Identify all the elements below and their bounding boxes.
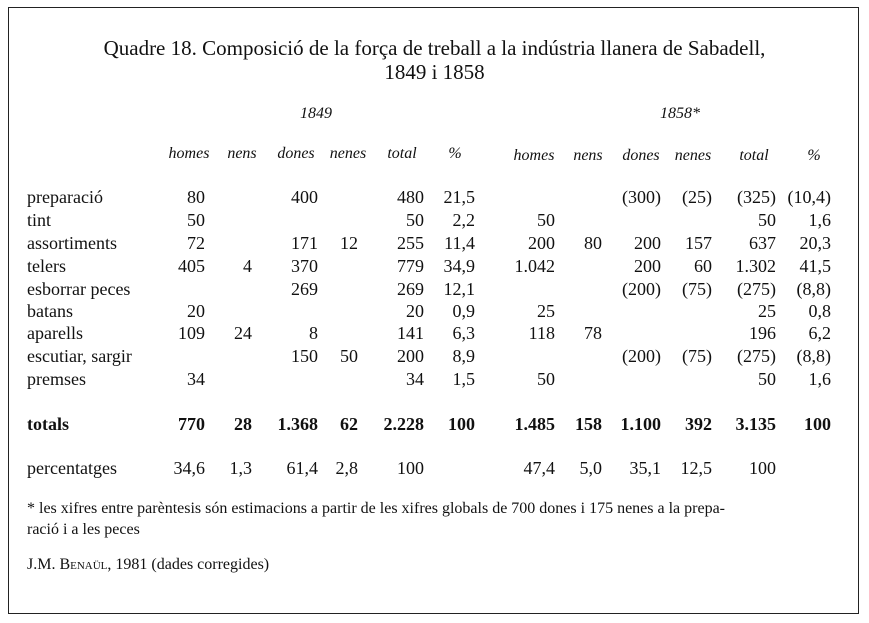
source-citation xyxy=(27,556,269,574)
totals-row-1858-cell-2: 1.100 xyxy=(620,414,661,434)
table-row-5-1858-cell-4: 25 xyxy=(758,301,776,321)
table-row-5-1858-cell-0: 25 xyxy=(537,301,555,321)
footnote-line-2: ració i a les peces xyxy=(27,521,140,538)
table-row-1-1858-cell-4: 50 xyxy=(758,210,776,230)
table-row-6-1858-cell-5: 6,2 xyxy=(808,323,831,343)
table-row-6-1849-cell-4: 141 xyxy=(397,323,424,343)
year-header-1849: 1849 xyxy=(300,105,332,122)
table-row-0-1858-cell-5: (10,4) xyxy=(787,187,831,207)
table-row-7-1849-cell-5: 8,9 xyxy=(452,346,475,366)
table-row-7-1849-cell-2: 150 xyxy=(291,346,318,366)
source-author: J.M. Benaül xyxy=(27,556,108,573)
totals-row-1858-cell-1: 158 xyxy=(575,414,602,434)
totals-row-1858-cell-3: 392 xyxy=(685,414,712,434)
percentatges-row-1858-cell-3: 12,5 xyxy=(680,458,712,478)
table-row-2-1849-cell-5: 11,4 xyxy=(444,233,475,253)
table-row-6-1849-cell-1: 24 xyxy=(234,323,252,343)
table-row-3-1858-cell-5: 41,5 xyxy=(799,256,831,276)
totals-row-label: totals xyxy=(27,414,69,434)
table-row-8-1849-cell-4: 34 xyxy=(406,369,424,389)
table-row-2-1849-cell-2: 171 xyxy=(291,233,318,253)
table-row-4-1849-cell-4: 269 xyxy=(397,279,424,299)
column-header-1858-4: total xyxy=(739,147,769,164)
table-row-8-label: premses xyxy=(27,369,86,389)
table-row-3-1858-cell-0: 1.042 xyxy=(514,256,555,276)
totals-row-1849-cell-3: 62 xyxy=(340,414,358,434)
table-row-6-1849-cell-2: 8 xyxy=(309,323,318,343)
table-row-4-1849-cell-2: 269 xyxy=(291,279,318,299)
percentatges-row-1849-cell-4: 100 xyxy=(397,458,424,478)
table-row-2-1849-cell-0: 72 xyxy=(187,233,205,253)
table-row-6-1858-cell-4: 196 xyxy=(749,323,776,343)
table-title: Quadre 18. Composició de la força de treball a la indústria llanera de Sabadell, xyxy=(103,36,766,60)
table-row-3-1858-cell-4: 1.302 xyxy=(735,256,776,276)
table-row-7-1849-cell-3: 50 xyxy=(340,346,358,366)
table-row-0-label: preparació xyxy=(27,187,103,207)
table-row-7-1858-cell-2: (200) xyxy=(622,346,661,366)
percentatges-row-1858-cell-2: 35,1 xyxy=(629,458,661,478)
table-row-0-1849-cell-4: 480 xyxy=(397,187,424,207)
column-header-1858-5: % xyxy=(807,147,821,164)
table-row-5-1849-cell-4: 20 xyxy=(406,301,424,321)
table-row-0-1849-cell-5: 21,5 xyxy=(443,187,475,207)
table-row-8-1858-cell-4: 50 xyxy=(758,369,776,389)
table-row-0-1858-cell-2: (300) xyxy=(622,187,661,207)
table-row-1-1849-cell-4: 50 xyxy=(406,210,424,230)
percentatges-row-1849-cell-0: 34,6 xyxy=(173,458,205,478)
table-row-3-1849-cell-4: 779 xyxy=(397,256,424,276)
table-row-6-1849-cell-5: 6,3 xyxy=(452,323,475,343)
table-row-6-1858-cell-0: 118 xyxy=(528,323,555,343)
table-row-3-1858-cell-3: 60 xyxy=(694,256,712,276)
table-row-4-1858-cell-2: (200) xyxy=(622,279,661,299)
table-row-7-1858-cell-5: (8,8) xyxy=(796,346,831,366)
percentatges-row-1849-cell-2: 61,4 xyxy=(286,458,318,478)
percentatges-row-label: percentatges xyxy=(27,458,117,478)
percentatges-row-1849-cell-1: 1,3 xyxy=(229,458,252,478)
column-header-1849-2: dones xyxy=(277,145,315,162)
table-row-0-1849-cell-2: 400 xyxy=(291,187,318,207)
table-row-2-1858-cell-2: 200 xyxy=(634,233,661,253)
column-header-1849-1: nens xyxy=(227,145,257,162)
table-row-4-1849-cell-5: 12,1 xyxy=(443,279,475,299)
table-row-6-1858-cell-1: 78 xyxy=(584,323,602,343)
table-row-2-1858-cell-4: 637 xyxy=(749,233,776,253)
table-row-2-1849-cell-3: 12 xyxy=(340,233,358,253)
column-header-1858-2: dones xyxy=(622,147,660,164)
table-row-0-1858-cell-4: (325) xyxy=(737,187,776,207)
table-row-2-label: assortiments xyxy=(27,233,117,253)
column-header-1858-1: nens xyxy=(573,147,603,164)
table-row-1-label: tint xyxy=(27,210,52,230)
totals-row-1849-cell-4: 2.228 xyxy=(383,414,424,434)
table-row-7-1849-cell-4: 200 xyxy=(397,346,424,366)
table-row-3-1849-cell-5: 34,9 xyxy=(443,256,475,276)
table-row-6-label: aparells xyxy=(27,323,83,343)
table-row-2-1849-cell-4: 255 xyxy=(397,233,424,253)
table-row-4-1858-cell-4: (275) xyxy=(737,279,776,299)
table-row-2-1858-cell-3: 157 xyxy=(685,233,712,253)
table-row-7-1858-cell-3: (75) xyxy=(682,346,712,366)
table-row-8-1849-cell-5: 1,5 xyxy=(452,369,475,389)
table-row-5-1849-cell-0: 20 xyxy=(187,301,205,321)
table-row-3-1858-cell-2: 200 xyxy=(634,256,661,276)
table-row-3-1849-cell-0: 405 xyxy=(178,256,205,276)
percentatges-row-1849-cell-3: 2,8 xyxy=(335,458,358,478)
table-row-8-1858-cell-5: 1,6 xyxy=(808,369,831,389)
table-row-5-1849-cell-5: 0,9 xyxy=(452,301,475,321)
column-header-1849-3: nenes xyxy=(329,145,367,162)
source-detail: , 1981 (dades corregides) xyxy=(107,556,270,573)
table-row-8-1849-cell-0: 34 xyxy=(187,369,205,389)
totals-row-1858-cell-0: 1.485 xyxy=(514,414,555,434)
totals-row-1849-cell-1: 28 xyxy=(234,414,252,434)
column-header-1849-5: % xyxy=(448,145,462,162)
percentatges-row-1858-cell-0: 47,4 xyxy=(523,458,555,478)
table-row-4-label: esborrar peces xyxy=(27,279,131,299)
percentatges-row-1858-cell-4: 100 xyxy=(749,458,776,478)
table-row-0-1849-cell-0: 80 xyxy=(187,187,205,207)
table-row-8-1858-cell-0: 50 xyxy=(537,369,555,389)
table-row-1-1849-cell-5: 2,2 xyxy=(452,210,475,230)
table-row-1-1849-cell-0: 50 xyxy=(187,210,205,230)
table-title-years: 1849 i 1858 xyxy=(384,60,485,84)
table-row-1-1858-cell-5: 1,6 xyxy=(808,210,831,230)
table-row-4-1858-cell-5: (8,8) xyxy=(796,279,831,299)
table-row-6-1849-cell-0: 109 xyxy=(178,323,205,343)
table-row-3-1849-cell-2: 370 xyxy=(291,256,318,276)
table-row-7-1858-cell-4: (275) xyxy=(737,346,776,366)
table-row-0-1858-cell-3: (25) xyxy=(682,187,712,207)
totals-row-1849-cell-5: 100 xyxy=(448,414,475,434)
table-row-2-1858-cell-5: 20,3 xyxy=(799,233,831,253)
column-header-1849-0: homes xyxy=(168,145,210,162)
table-row-1-1858-cell-0: 50 xyxy=(537,210,555,230)
year-header-1858: 1858* xyxy=(660,105,700,122)
table-row-7-label: escutiar, sargir xyxy=(27,346,132,366)
totals-row-1858-cell-4: 3.135 xyxy=(735,414,776,434)
table-row-5-1858-cell-5: 0,8 xyxy=(808,301,831,321)
table-row-2-1858-cell-1: 80 xyxy=(584,233,602,253)
percentatges-row-1858-cell-1: 5,0 xyxy=(579,458,602,478)
totals-row-1849-cell-2: 1.368 xyxy=(277,414,318,434)
table-row-3-1849-cell-1: 4 xyxy=(243,256,252,276)
column-header-1849-4: total xyxy=(387,145,417,162)
column-header-1858-0: homes xyxy=(513,147,555,164)
totals-row-1849-cell-0: 770 xyxy=(178,414,205,434)
table-row-5-label: batans xyxy=(27,301,73,321)
footnote-line-1: * les xifres entre parèntesis són estimacions a partir de les xifres globals de 700 dones i 175 nenes a la prepa- xyxy=(27,500,726,517)
table-row-3-label: telers xyxy=(27,256,66,276)
table-row-4-1858-cell-3: (75) xyxy=(682,279,712,299)
totals-row-1858-cell-5: 100 xyxy=(804,414,831,434)
column-header-1858-3: nenes xyxy=(674,147,712,164)
table-row-2-1858-cell-0: 200 xyxy=(528,233,555,253)
